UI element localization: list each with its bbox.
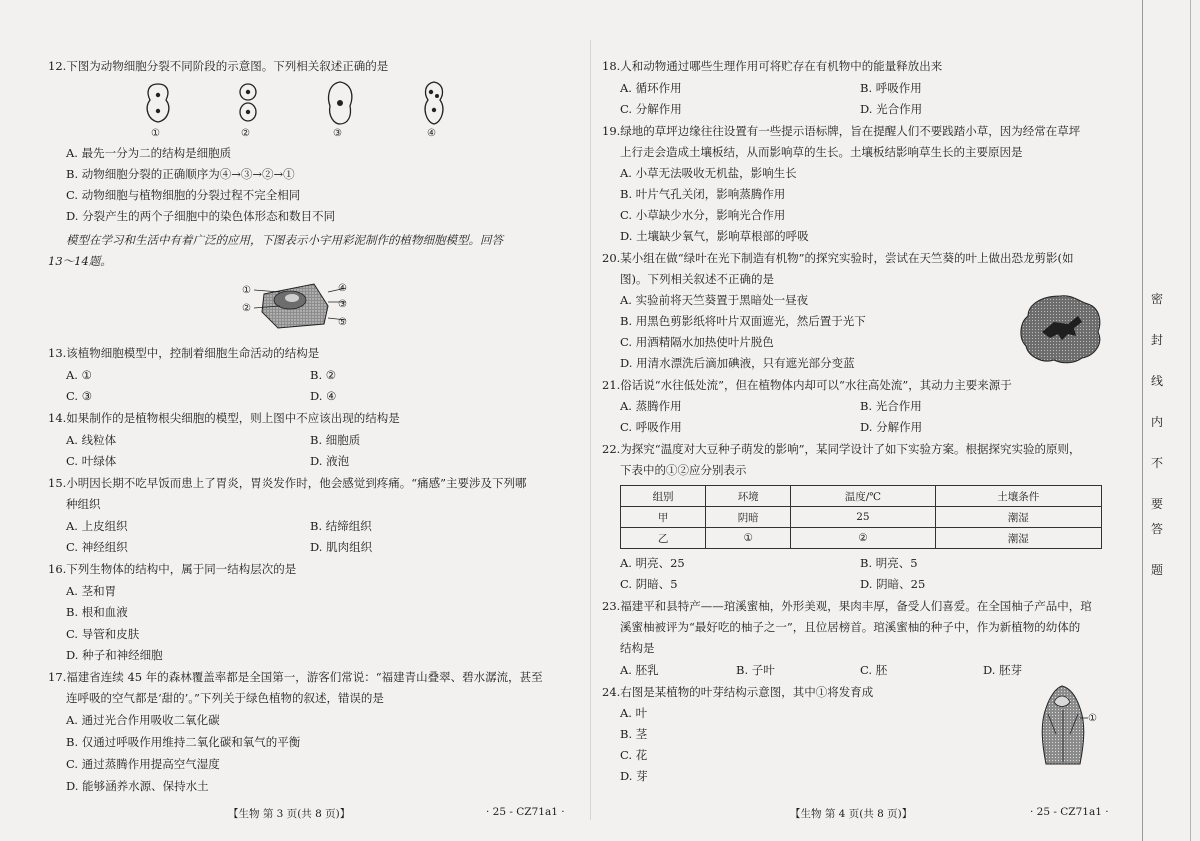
q12-option-d: D. 分裂产生的两个子细胞中的染色体形态和数目不同 xyxy=(66,209,336,223)
q21-stem: 21.俗话说“水往低处流”，但在植物体内却可以“水往高处流”，其动力主要来源于 xyxy=(602,378,1012,392)
q22-stem-line2: 下表中的①②应分别表示 xyxy=(620,463,747,477)
q16-option-d: D. 种子和神经细胞 xyxy=(66,648,163,662)
dinosaur-leaf-figure xyxy=(1016,292,1104,366)
q15-option-b: B. 结缔组织 xyxy=(310,519,372,533)
q21-option-c: C. 呼吸作用 xyxy=(620,420,682,434)
model-intro-line2: 13～14题。 xyxy=(48,254,112,268)
q15-stem-line2: 种组织 xyxy=(66,497,101,511)
q20-stem-line1: 20.某小组在做“绿叶在光下制造有机物”的探究实验时，尝试在天竺葵的叶上做出恐龙剪影(如 xyxy=(602,251,1074,265)
q20-option-c: C. 用酒精隔水加热使叶片脱色 xyxy=(620,335,774,349)
q21-option-a: A. 蒸腾作用 xyxy=(620,399,682,413)
table-header-cell: 组别 xyxy=(621,486,706,507)
model-label-1: ① xyxy=(242,285,251,296)
q14-option-a: A. 线粒体 xyxy=(66,433,117,447)
q19-option-d: D. 土壤缺少氧气，影响草根部的呼吸 xyxy=(620,229,809,243)
q12-option-a: A. 最先一分为二的结构是细胞质 xyxy=(66,146,232,160)
q22-stem-line1: 22.为探究“温度对大豆种子萌发的影响”，某同学设计了如下实验方案。根据探究实验的原则， xyxy=(602,442,1081,456)
q16-stem: 16.下列生物体的结构中，属于同一结构层次的是 xyxy=(48,562,297,576)
table-header-cell: 土壤条件 xyxy=(935,486,1101,507)
table-cell: 潮湿 xyxy=(935,507,1101,528)
footer-page-label: 【生物 第 3 页(共 8 页)】 xyxy=(228,808,351,820)
table-cell: 甲 xyxy=(621,507,706,528)
seal-char: 不 xyxy=(1150,456,1163,470)
q24-option-a: A. 叶 xyxy=(620,706,648,720)
q13-option-a: A. ① xyxy=(66,368,92,382)
q13-stem: 13.该植物细胞模型中，控制着细胞生命活动的结构是 xyxy=(48,346,320,360)
q22-option-b: B. 明亮、5 xyxy=(860,556,918,570)
cell-label-2: ② xyxy=(241,128,250,139)
q14-stem: 14.如果制作的是植物根尖细胞的模型，则上图中不应该出现的结构是 xyxy=(48,411,400,425)
q17-stem-line2: 连呼吸的空气都是‘甜的’。”下列关于绿色植物的叙述，错误的是 xyxy=(66,691,384,705)
q14-option-d: D. 液泡 xyxy=(310,454,350,468)
cell-label-3: ③ xyxy=(333,128,342,139)
seal-char: 要 xyxy=(1150,497,1163,511)
q23-option-a: A. 胚乳 xyxy=(620,663,659,677)
q15-option-a: A. 上皮组织 xyxy=(66,519,128,533)
seal-char: 题 xyxy=(1150,563,1163,577)
footer-page-label-right: 【生物 第 4 页(共 8 页)】 xyxy=(790,808,913,820)
q17-option-a: A. 通过光合作用吸收二氧化碳 xyxy=(66,713,220,727)
q24-stem: 24.右图是某植物的叶芽结构示意图，其中①将发育成 xyxy=(602,685,874,699)
cell-label-1: ① xyxy=(151,128,160,139)
q17-option-c: C. 通过蒸腾作用提高空气湿度 xyxy=(66,757,220,771)
q24-option-b: B. 茎 xyxy=(620,727,648,741)
table-row xyxy=(621,507,1102,528)
q13-option-d: D. ④ xyxy=(310,389,337,403)
q15-option-d: D. 肌肉组织 xyxy=(310,540,373,554)
q23-option-d: D. 胚芽 xyxy=(983,663,1023,677)
q22-option-c: C. 阴暗、5 xyxy=(620,577,678,591)
cell-label-4: ④ xyxy=(427,128,436,139)
model-intro-line1: 模型在学习和生活中有着广泛的应用，下图表示小宇用彩泥制作的植物细胞模型。回答 xyxy=(66,233,503,247)
q22-option-d: D. 阴暗、25 xyxy=(860,577,926,591)
table-header-cell: 温度/℃ xyxy=(791,486,935,507)
table-cell: 25 xyxy=(791,507,935,528)
q18-stem: 18.人和动物通过哪些生理作用可将贮存在有机物中的能量释放出来 xyxy=(602,59,943,73)
leaf-bud-figure xyxy=(1036,684,1094,768)
q22-option-a: A. 明亮、25 xyxy=(620,556,685,570)
q23-stem-line3: 结构是 xyxy=(620,641,655,655)
q15-option-c: C. 神经组织 xyxy=(66,540,128,554)
seal-char: 密 xyxy=(1150,292,1163,306)
q17-option-b: B. 仅通过呼吸作用维持二氧化碳和氧气的平衡 xyxy=(66,735,301,749)
q21-option-d: D. 分解作用 xyxy=(860,420,923,434)
q12-option-b: B. 动物细胞分裂的正确顺序为④→③→②→① xyxy=(66,167,295,181)
q23-option-b: B. 子叶 xyxy=(736,663,775,677)
seal-char: 答 xyxy=(1150,522,1163,536)
q15-stem-line1: 15.小明因长期不吃早饭而患上了胃炎，胃炎发作时，他会感觉到疼痛。“痛感”主要涉及下列哪 xyxy=(48,476,527,490)
table-cell: 阴暗 xyxy=(706,507,791,528)
q18-option-d: D. 光合作用 xyxy=(860,102,923,116)
table-cell: ① xyxy=(706,528,791,549)
seal-char: 封 xyxy=(1150,333,1163,347)
seal-line xyxy=(1142,0,1143,841)
q16-option-b: B. 根和血液 xyxy=(66,605,128,619)
q24-option-d: D. 芽 xyxy=(620,769,648,783)
q17-stem-line1: 17.福建省连续 45 年的森林覆盖率都是全国第一，游客们常说：“福建青山叠翠、碧水潺流，甚至 xyxy=(48,670,543,684)
table-header-row xyxy=(621,486,1102,507)
q17-option-d: D. 能够涵养水源、保持水土 xyxy=(66,779,209,793)
q14-option-c: C. 叶绿体 xyxy=(66,454,117,468)
q24-option-c: C. 花 xyxy=(620,748,648,762)
q23-option-c: C. 胚 xyxy=(860,663,888,677)
seal-char: 内 xyxy=(1150,415,1163,429)
q20-option-d: D. 用清水漂洗后滴加碘液，只有遮光部分变蓝 xyxy=(620,356,855,370)
table-cell: 潮湿 xyxy=(935,528,1101,549)
q12-option-c: C. 动物细胞与植物细胞的分裂过程不完全相同 xyxy=(66,188,301,202)
table-cell: ② xyxy=(791,528,935,549)
q19-stem-line2: 上行走会造成土壤板结，从而影响草的生长。土壤板结影响草生长的主要原因是 xyxy=(620,145,1023,159)
footer-code-right: · 25 - CZ71a1 · xyxy=(1030,806,1109,818)
q21-option-b: B. 光合作用 xyxy=(860,399,922,413)
model-label-2: ② xyxy=(242,303,251,314)
q12-stem: 12.下图为动物细胞分裂不同阶段的示意图。下列相关叙述正确的是 xyxy=(48,59,389,73)
q19-option-b: B. 叶片气孔关闭，影响蒸腾作用 xyxy=(620,187,786,201)
seal-char: 线 xyxy=(1150,374,1163,388)
model-label-5: ⑤ xyxy=(338,317,347,328)
q14-option-b: B. 细胞质 xyxy=(310,433,361,447)
q19-option-a: A. 小草无法吸收无机盐，影响生长 xyxy=(620,166,797,180)
q16-option-c: C. 导管和皮肤 xyxy=(66,627,140,641)
q18-option-c: C. 分解作用 xyxy=(620,102,682,116)
table-cell: 乙 xyxy=(621,528,706,549)
q13-option-c: C. ③ xyxy=(66,389,93,403)
edge-line xyxy=(1190,0,1191,841)
experiment-table xyxy=(620,485,1102,549)
table-header-cell: 环境 xyxy=(706,486,791,507)
q18-option-b: B. 呼吸作用 xyxy=(860,81,922,95)
q23-stem-line2: 溪蜜柚被评为“最好吃的柚子之一”，且位居榜首。琯溪蜜柚的种子中，作为新植物的幼体的 xyxy=(620,620,1081,634)
bud-label-1: ① xyxy=(1088,713,1097,724)
footer-code: · 25 - CZ71a1 · xyxy=(486,806,565,818)
q19-stem-line1: 19.绿地的草坪边缘往往设置有一些提示语标牌，旨在提醒人们不要践踏小草，因为经常在草坪 xyxy=(602,124,1081,138)
q20-option-b: B. 用黑色剪影纸将叶片双面遮光，然后置于光下 xyxy=(620,314,866,328)
table-row xyxy=(621,528,1102,549)
q18-option-a: A. 循环作用 xyxy=(620,81,682,95)
model-label-3: ③ xyxy=(338,299,347,310)
q23-stem-line1: 23.福建平和县特产——琯溪蜜柚，外形美观，果肉丰厚，备受人们喜爱。在全国柚子产品中，琯 xyxy=(602,599,1092,613)
model-label-4: ④ xyxy=(338,283,347,294)
q16-option-a: A. 茎和胃 xyxy=(66,584,117,598)
q19-option-c: C. 小草缺少水分，影响光合作用 xyxy=(620,208,786,222)
q20-stem-line2: 图)。下列相关叙述不正确的是 xyxy=(620,272,774,286)
q20-option-a: A. 实验前将天竺葵置于黑暗处一昼夜 xyxy=(620,293,809,307)
q13-option-b: B. ② xyxy=(310,368,337,382)
